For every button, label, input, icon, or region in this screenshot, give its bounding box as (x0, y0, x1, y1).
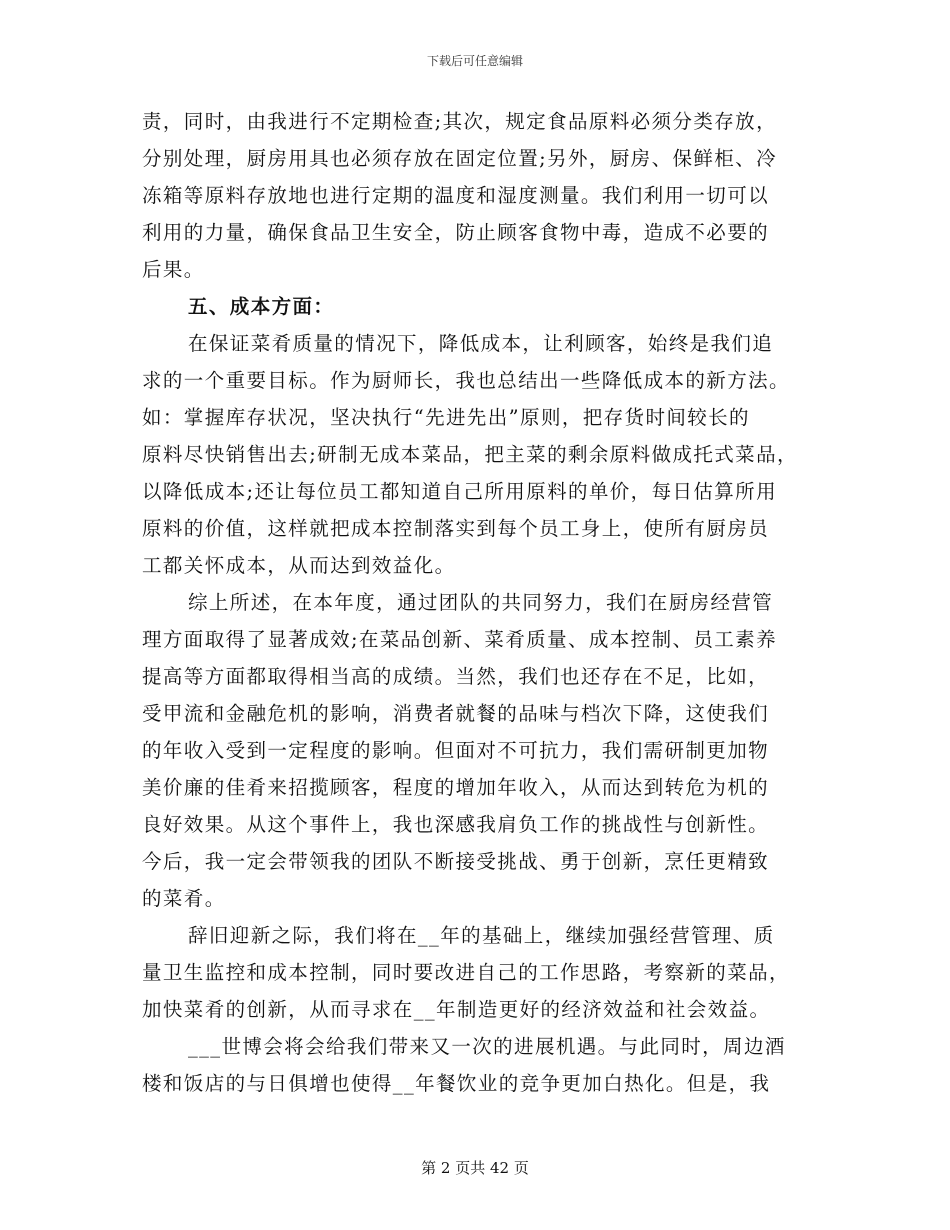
text-line: 美价廉的佳肴来招揽顾客，程度的增加年收入，从而达到转危为机的 (142, 776, 770, 799)
text-line: 综上所述，在本年度，通过团队的共同努力，我们在厨房经营管 (188, 591, 774, 614)
text-line: 提高等方面都取得相当高的成绩。当然，我们也还存在不足，比如， (142, 665, 770, 688)
section-heading: 五、成本方面： (188, 295, 335, 318)
text-line: 在保证菜肴质量的情况下，降低成本，让利顾客，始终是我们追 (188, 332, 774, 355)
text-line: 工都关怀成本，从而达到效益化。 (142, 554, 456, 577)
text-line: 量卫生监控和成本控制，同时要改进自己的工作思路，考察新的菜品， (142, 961, 790, 984)
text-line: 以降低成本;还让每位员工都知道自己所用原料的单价，每日估算所用 (142, 480, 777, 503)
text-line: 的菜肴。 (142, 887, 226, 910)
text-line: 原料尽快销售出去;研制无成本菜品，把主菜的剩余原料做成托式菜品， (142, 443, 798, 466)
text-line: 后果。 (142, 258, 205, 281)
text-line: ___世博会将会给我们带来又一次的进展机遇。与此同时，周边酒 (188, 1035, 786, 1058)
text-line: 的年收入受到一定程度的影响。但面对不可抗力，我们需研制更加物 (142, 739, 770, 762)
page-header: 下载后可任意编辑 (426, 54, 523, 68)
text-line: 如：掌握库存状况，坚决执行“先进先出”原则，把存货时间较长的 (142, 406, 750, 429)
text-line: 原料的价值，这样就把成本控制落实到每个员工身上，使所有厨房员 (142, 517, 770, 540)
text-line: 分别处理，厨房用具也必须存放在固定位置;另外，厨房、保鲜柜、冷 (142, 147, 777, 170)
text-line: 利用的力量，确保食品卫生安全，防止顾客食物中毒，造成不必要的 (142, 221, 770, 244)
text-line: 责，同时，由我进行不定期检查;其次，规定食品原料必须分类存放， (142, 110, 777, 133)
text-line: 受甲流和金融危机的影响，消费者就餐的品味与档次下降，这使我们 (142, 702, 770, 725)
text-line: 良好效果。从这个事件上，我也深感我肩负工作的挑战性与创新性。 (142, 813, 770, 836)
text-line: 理方面取得了显著成效;在菜品创新、菜肴质量、成本控制、员工素养 (142, 628, 777, 651)
page-number: 第 2 页共 42 页 (421, 1159, 529, 1177)
text-line: 求的一个重要目标。作为厨师长，我也总结出一些降低成本的新方法。 (142, 369, 790, 392)
text-line: 冻箱等原料存放地也进行定期的温度和湿度测量。我们利用一切可以 (142, 184, 770, 207)
text-line: 加快菜肴的创新，从而寻求在__年制造更好的经济效益和社会效益。 (142, 998, 771, 1021)
text-line: 辞旧迎新之际，我们将在__年的基础上，继续加强经营管理、质 (188, 924, 775, 947)
text-line: 楼和饭店的与日俱增也使得__年餐饮业的竞争更加白热化。但是，我 (142, 1072, 771, 1095)
text-line: 今后，我一定会带领我的团队不断接受挑战、勇于创新，烹任更精致 (142, 850, 770, 873)
